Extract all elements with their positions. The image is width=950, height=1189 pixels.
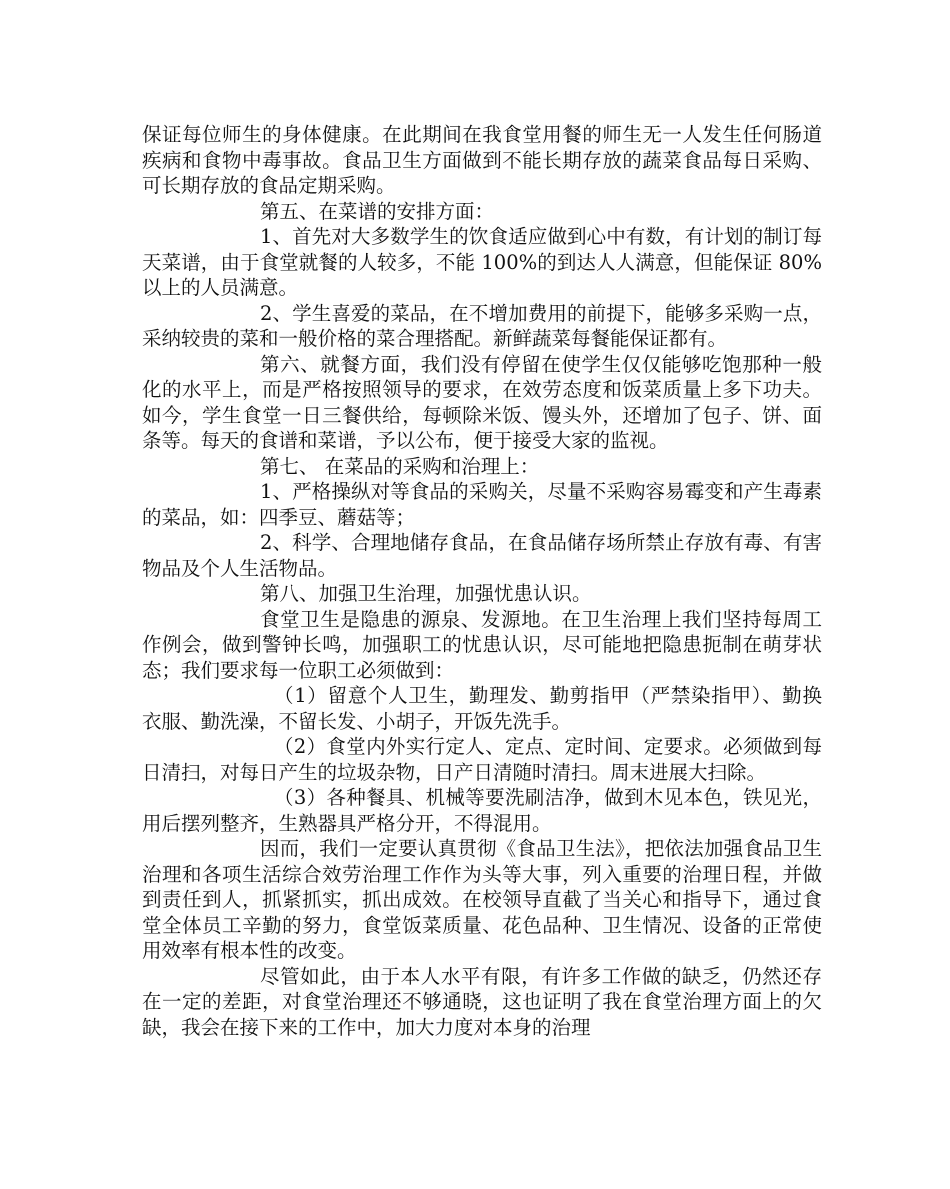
list-item: 2、学生喜爱的菜品，在不增加费用的前提下，能够多采购一点，采纳较贵的菜和一般价格的菜合理搭配。新鲜蔬菜每餐能保证都有。 — [142, 301, 822, 350]
list-item: 2、科学、合理地储存食品，在食品储存场所禁止存放有毒、有害物品及个人生活物品。 — [142, 531, 822, 580]
paragraph: 尽管如此，由于本人水平有限，有许多工作做的缺乏，仍然还存在一定的差距，对食堂治理还不够通晓，这也证明了我在食堂治理方面上的欠缺，我会在接下来的工作中，加大力度对本身的治理 — [142, 964, 822, 1039]
list-item: （1）留意个人卫生，勤理发、勤剪指甲（严禁染指甲）、勤换衣服、勤洗澡，不留长发、小胡子，开饭先洗手。 — [142, 684, 822, 733]
paragraph: 保证每位师生的身体健康。在此期间在我食堂用餐的师生无一人发生任何肠道疾病和食物中毒事故。食品卫生方面做到不能长期存放的蔬菜食品每日采购、可长期存放的食品定期采购。 — [142, 123, 822, 197]
paragraph: 因而，我们一定要认真贯彻《食品卫生法》，把依法加强食品卫生治理和各项生活综合效劳治理工作作为头等大事，列入重要的治理日程，并做到责任到人，抓紧抓实，抓出成效。在校领导直截了当关心和指导下，通过食堂全体员工辛勤的努力，食堂饭菜质量、花色品种、卫生情况、设备的正常使用效率有根本性的改变。 — [142, 837, 822, 962]
list-item: （3）各种餐具、机械等要洗刷洁净，做到木见本色，铁见光，用后摆列整齐，生熟器具严格分开，不得混用。 — [142, 786, 822, 835]
list-item: （2）食堂内外实行定人、定点、定时间、定要求。必须做到每日清扫，对每日产生的垃圾杂物，日产日清随时清扫。周末进展大扫除。 — [142, 735, 822, 784]
section-heading: 第五、在菜谱的安排方面： — [260, 199, 495, 223]
paragraph: 食堂卫生是隐患的源泉、发源地。在卫生治理上我们坚持每周工作例会，做到警钟长鸣，加强职工的忧患认识，尽可能地把隐患扼制在萌芽状态；我们要求每一位职工必须做到： — [142, 607, 822, 682]
paragraph: 第六、就餐方面，我们没有停留在使学生仅仅能够吃饱那种一般化的水平上，而是严格按照领导的要求，在效劳态度和饭菜质量上多下功夫。如今，学生食堂一日三餐供给，每顿除米饭、馒头外，还增加了包子、饼、面条等。每天的食谱和菜谱，予以公布，便于接受大家的监视。 — [142, 352, 822, 452]
list-item: 1、首先对大多数学生的饮食适应做到心中有数，有计划的制订每天菜谱，由于食堂就餐的人较多，不能 100%的到达人人满意，但能保证 80%以上的人员满意。 — [142, 225, 822, 299]
document-body — [142, 122, 822, 1040]
section-heading: 第七、 在菜品的采购和治理上： — [260, 454, 540, 478]
section-heading: 第八、加强卫生治理，加强忧患认识。 — [260, 582, 592, 605]
list-item: 1、严格操纵对等食品的采购关，尽量不采购容易霉变和产生毒素的菜品，如：四季豆、蘑菇等； — [142, 480, 822, 529]
